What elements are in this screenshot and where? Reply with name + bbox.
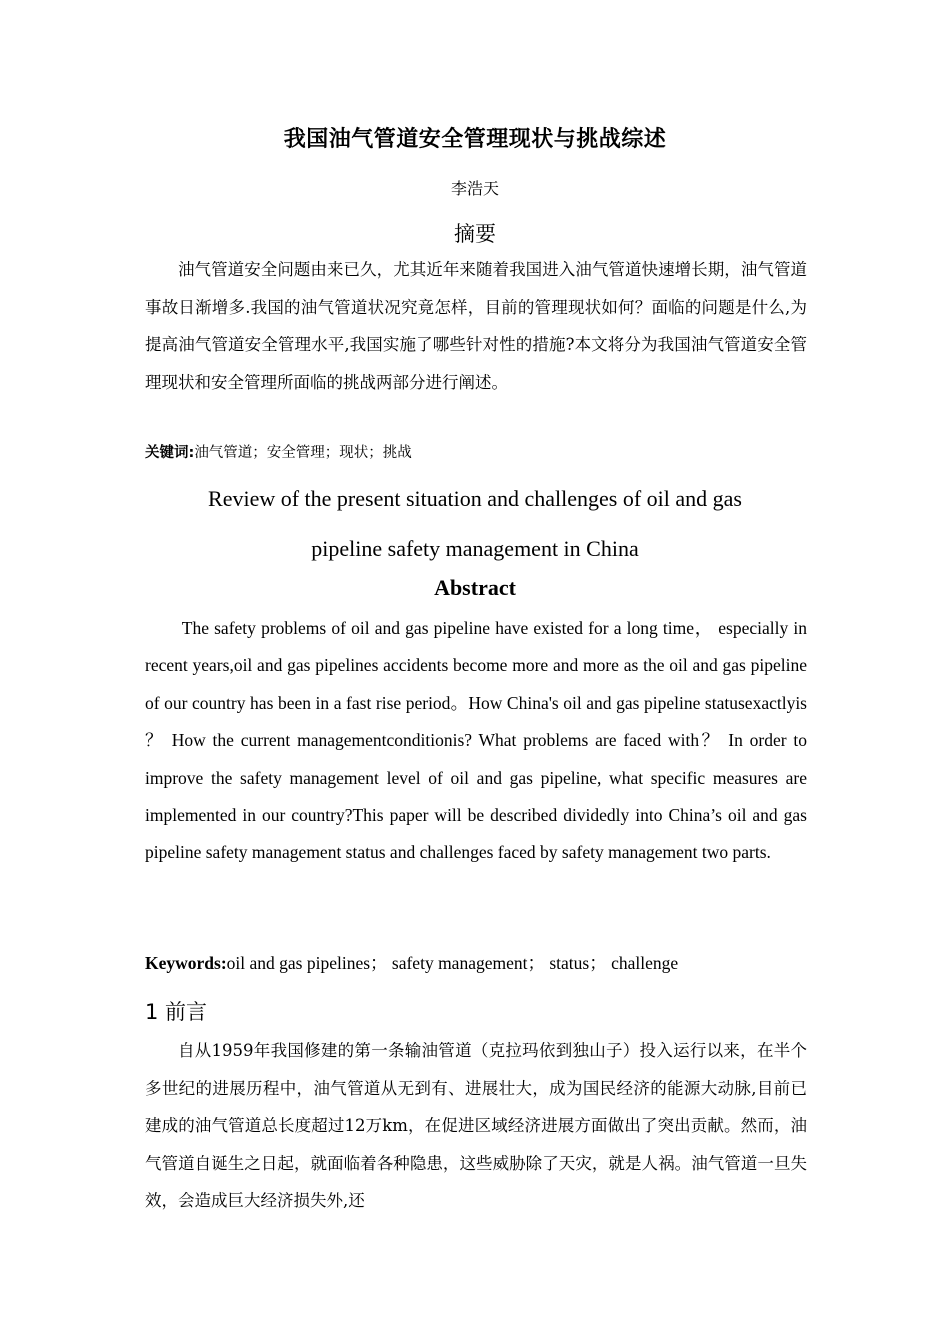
english-keywords-text: oil and gas pipelines； safety management； status； challenge <box>226 953 679 973</box>
section-1-heading: 1 前言 <box>145 1000 208 1024</box>
english-abstract-body: The safety problems of oil and gas pipeline have existed for a long time， especially in recent years,oil and gas pipelines accidents become more and more as the oil and gas pipeline of our country has been in a fast rise period。How China's oil and gas pipeline statusexactlyis ？ How the current managementconditionis? What problems are faced with？ In order to improve the safety management level of oil and gas pipeline, what specific measures are implemented in our country?This paper will be described dividedly into China’s oil and gas pipeline safety management status and challenges faced by safety management two parts. <box>145 618 807 863</box>
english-keywords <box>145 950 678 975</box>
english-title-line-2: pipeline safety management in China <box>311 536 639 561</box>
chinese-keywords-label: 关键词: <box>145 445 195 461</box>
section-1-body: 自从1959年我国修建的第一条输油管道（克拉玛依到独山子）投入运行以来，在半个多世纪的进展历程中，油气管道从无到有、进展壮大，成为国民经济的能源大动脉,目前已建成的油气管道总长度超过12万km，在促进区域经济进展方面做出了突出贡献。然而，油气管道自诞生之日起，就面临着各种隐患，这些威胁除了天灾，就是人祸。油气管道一旦失效，会造成巨大经济损失外,还 <box>145 1041 807 1210</box>
chinese-keywords <box>145 441 412 462</box>
english-abstract-heading: Abstract <box>434 575 516 600</box>
english-title-line-1: Review of the present situation and challenges of oil and gas <box>208 486 742 511</box>
chinese-abstract-body: 油气管道安全问题由来已久，尤其近年来随着我国进入油气管道快速增长期，油气管道事故日渐增多.我国的油气管道状况究竟怎样，目前的管理现状如何？面临的问题是什么,为提高油气管道安全管理水平,我国实施了哪些针对性的措施?本文将分为我国油气管道安全管理现状和安全管理所面临的挑战两部分进行阐述。 <box>145 260 807 392</box>
author-name: 李浩天 <box>450 179 499 198</box>
english-title <box>0 474 950 574</box>
english-keywords-label: Keywords: <box>145 953 227 973</box>
chinese-title: 我国油气管道安全管理现状与挑战综述 <box>283 127 667 152</box>
chinese-keywords-text: 油气管道；安全管理；现状；挑战 <box>194 445 412 461</box>
chinese-abstract-heading: 摘要 <box>454 222 496 246</box>
